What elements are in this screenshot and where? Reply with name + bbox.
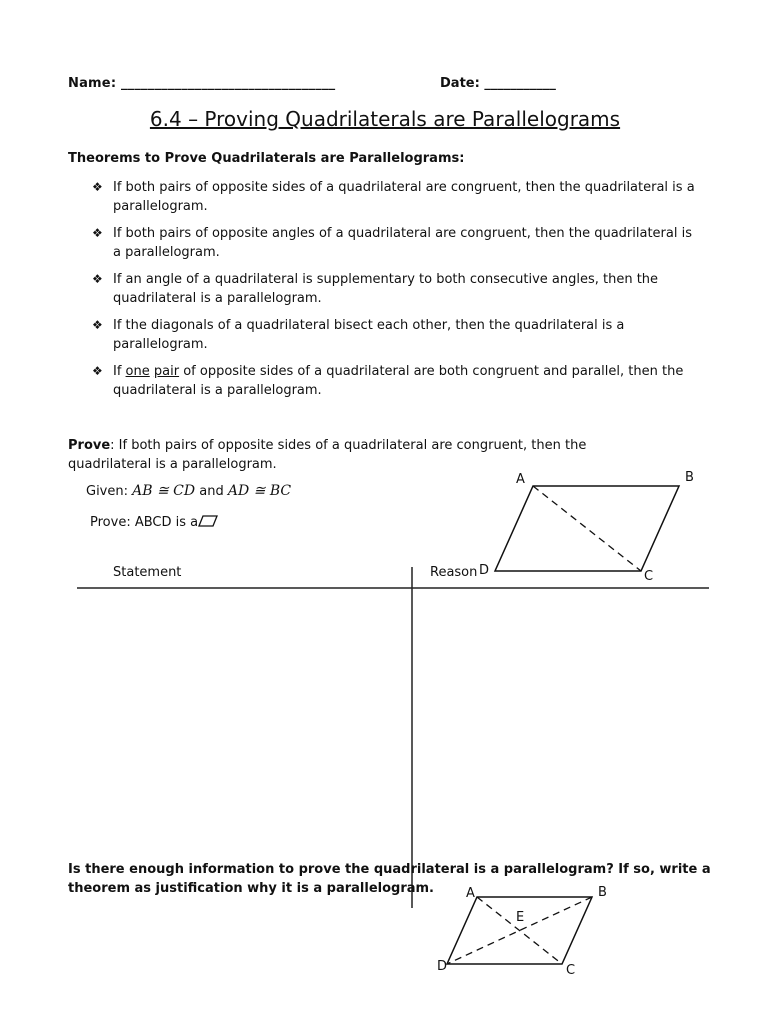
vertex-label-b: B — [598, 885, 607, 900]
prove-goal-text: Prove: ABCD is a — [90, 515, 199, 530]
diagonal-ac-2 — [477, 897, 562, 964]
theorem-text: If both pairs of opposite angles of a quadrilateral are congruent, then the quadrilateral is a parallelogram. — [113, 226, 692, 260]
diamond-bullet-icon: ❖ — [92, 364, 103, 378]
given-congruence-2: AD ≅ BC — [227, 483, 292, 499]
parallelogram-figure-1 — [479, 470, 694, 584]
parallelogram-figure-2 — [437, 885, 607, 978]
theorem-underlined-pair: pair — [153, 364, 180, 379]
vertex-label-a: A — [516, 472, 525, 487]
name-field-label[interactable]: Name: ________________________________ — [68, 76, 336, 91]
theorems-heading: Theorems to Prove Quadrilaterals are Parallelograms: — [68, 151, 465, 166]
question-text: Is there enough information to prove the quadrilateral is a parallelogram? If so, write a theorem as justification why it is a parallelogram. — [68, 862, 711, 896]
diagonal-ac — [533, 486, 641, 571]
given-and: and — [199, 484, 224, 499]
vertex-label-c: C — [566, 963, 576, 978]
date-field-label[interactable]: Date: ___________ — [440, 76, 556, 91]
theorem-prefix: If — [113, 364, 126, 379]
prove-text: : If both pairs of opposite sides of a quadrilateral are congruent, then the quadrilateral is a parallelogram. — [68, 438, 587, 472]
theorem-text: If both pairs of opposite sides of a quadrilateral are congruent, then the quadrilateral is a parallelogram. — [113, 180, 695, 214]
intersection-label-e: E — [516, 910, 525, 925]
vertex-label-d: D — [437, 959, 448, 974]
given-label: Given: — [86, 484, 128, 499]
diamond-bullet-icon: ❖ — [92, 318, 103, 332]
theorem-text: If an angle of a quadrilateral is supplementary to both consecutive angles, then the quadrilateral is a parallelogram. — [113, 272, 659, 306]
diamond-bullet-icon: ❖ — [92, 226, 103, 240]
prove-label: Prove — [68, 438, 111, 453]
page-title: 6.4 – Proving Quadrilaterals are Parallelograms — [149, 107, 621, 131]
theorem-underlined-one: one — [125, 364, 150, 379]
vertex-label-b: B — [685, 470, 694, 485]
diamond-bullet-icon: ❖ — [92, 180, 103, 194]
reason-header: Reason — [430, 565, 478, 580]
vertex-label-c: C — [644, 569, 654, 584]
parallelogram-1-outline — [495, 486, 679, 571]
theorem-text: If the diagonals of a quadrilateral bisect each other, then the quadrilateral is a parallelogram. — [113, 318, 625, 352]
diamond-bullet-icon: ❖ — [92, 272, 103, 286]
vertex-label-a: A — [466, 886, 475, 901]
vertex-label-d: D — [479, 563, 490, 578]
statement-header: Statement — [113, 565, 182, 580]
given-congruence-1: AB ≅ CD — [132, 483, 196, 499]
theorem-rest: of opposite sides of a quadrilateral are both congruent and parallel, then the quadrilateral is a parallelogram. — [113, 364, 684, 398]
